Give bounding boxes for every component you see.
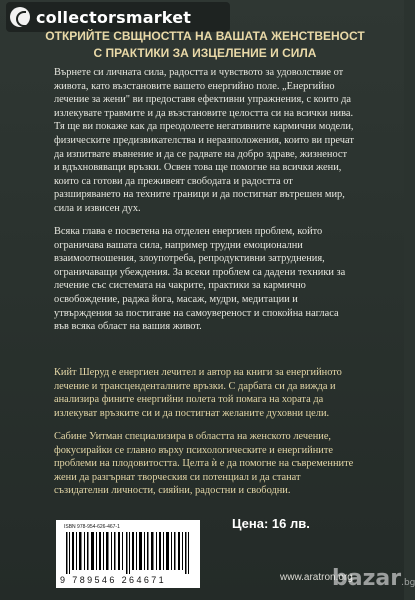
isbn-label: ISBN 978-954-626-467-1 [64, 524, 120, 530]
watermark-text: collectorsmarket [36, 7, 192, 27]
author-bio-1: Кийт Шеруд е енергиен лечител и автор на книги за енергийното лечение и трансценденталните връзки. С дарбата си да вижда и анализира фините енергийни полета той помага на хората да излекуват връзките си и да постигнат желаните духовни цели. [54, 367, 342, 419]
bazar-watermark-text: bazar [332, 566, 402, 591]
collectorsmarket-logo-icon [10, 7, 30, 27]
price-label: Цена: 16 лв. [232, 516, 310, 531]
heading-line-1: ОТКРИЙТЕ СВЩНОСТТА НА ВАШАТА ЖЕНСТВЕНОСТ [45, 29, 365, 43]
blurb-paragraph-1: Върнете си личната сила, радостта и чувството за удоволствие от живота, като възстановите вашето енергийно поле. „Енергийно лечение за жени" ви предоставя ефективни упражнения, с които да излекувате травмите и да възстановите целостта си на всички нива. Тя ще ви покаже как да преодолеете негативните кармични модели, физическите предизвикателства и неразположения, които ви пречат да изпитвате въвнение и да се радвате на добро здраве, жизненост и вдъхновяващи връзки. Освен това ще помогне на всички жени, които са готови да преживеят свободата и радостта от разширяването на техните граници и да постигнат вътрешен мир, сила и извисен дух. [54, 67, 354, 214]
barcode-bars [66, 532, 190, 574]
barcode [56, 520, 200, 588]
author-bio-2: Сабине Уитман специализира в областта на женското лечение, фокусирайки се главно върху психологическите и енергийните проблеми на плодовитостта. Целта ѝ е да помогне на съвременните жени да разгърнат творческия си потенциал и да станат съзидателни личности, сияйни, радостни и свободни. [54, 431, 354, 497]
bazar-watermark-suffix: .bg [401, 578, 415, 588]
blurb-paragraph-2: Всяка глава е посветена на отделен енергиен проблем, който ограничава вашата сила, например трудни емоционални взаимоотношения, злоупотреба, репродуктивни затруднения, ограничаващи убеждения. За всеки проблем са дадени техники за лечение със системата на чакрите, практики за кармично освобождение, раджа йога, масаж, мудри, медитации и утвърждения за постигане на самоувереност и спокойна нагласа във всяка област на вашия живот. [54, 226, 346, 333]
cover-heading [40, 28, 370, 62]
barcode-digits: 9 789546 264671 [60, 575, 167, 585]
publisher-url: www.aratron.org [280, 572, 353, 583]
heading-line-2: С ПРАКТИКИ ЗА ИЗЦЕЛЕНИЕ И СИЛА [93, 46, 317, 60]
bazar-watermark [332, 566, 415, 592]
